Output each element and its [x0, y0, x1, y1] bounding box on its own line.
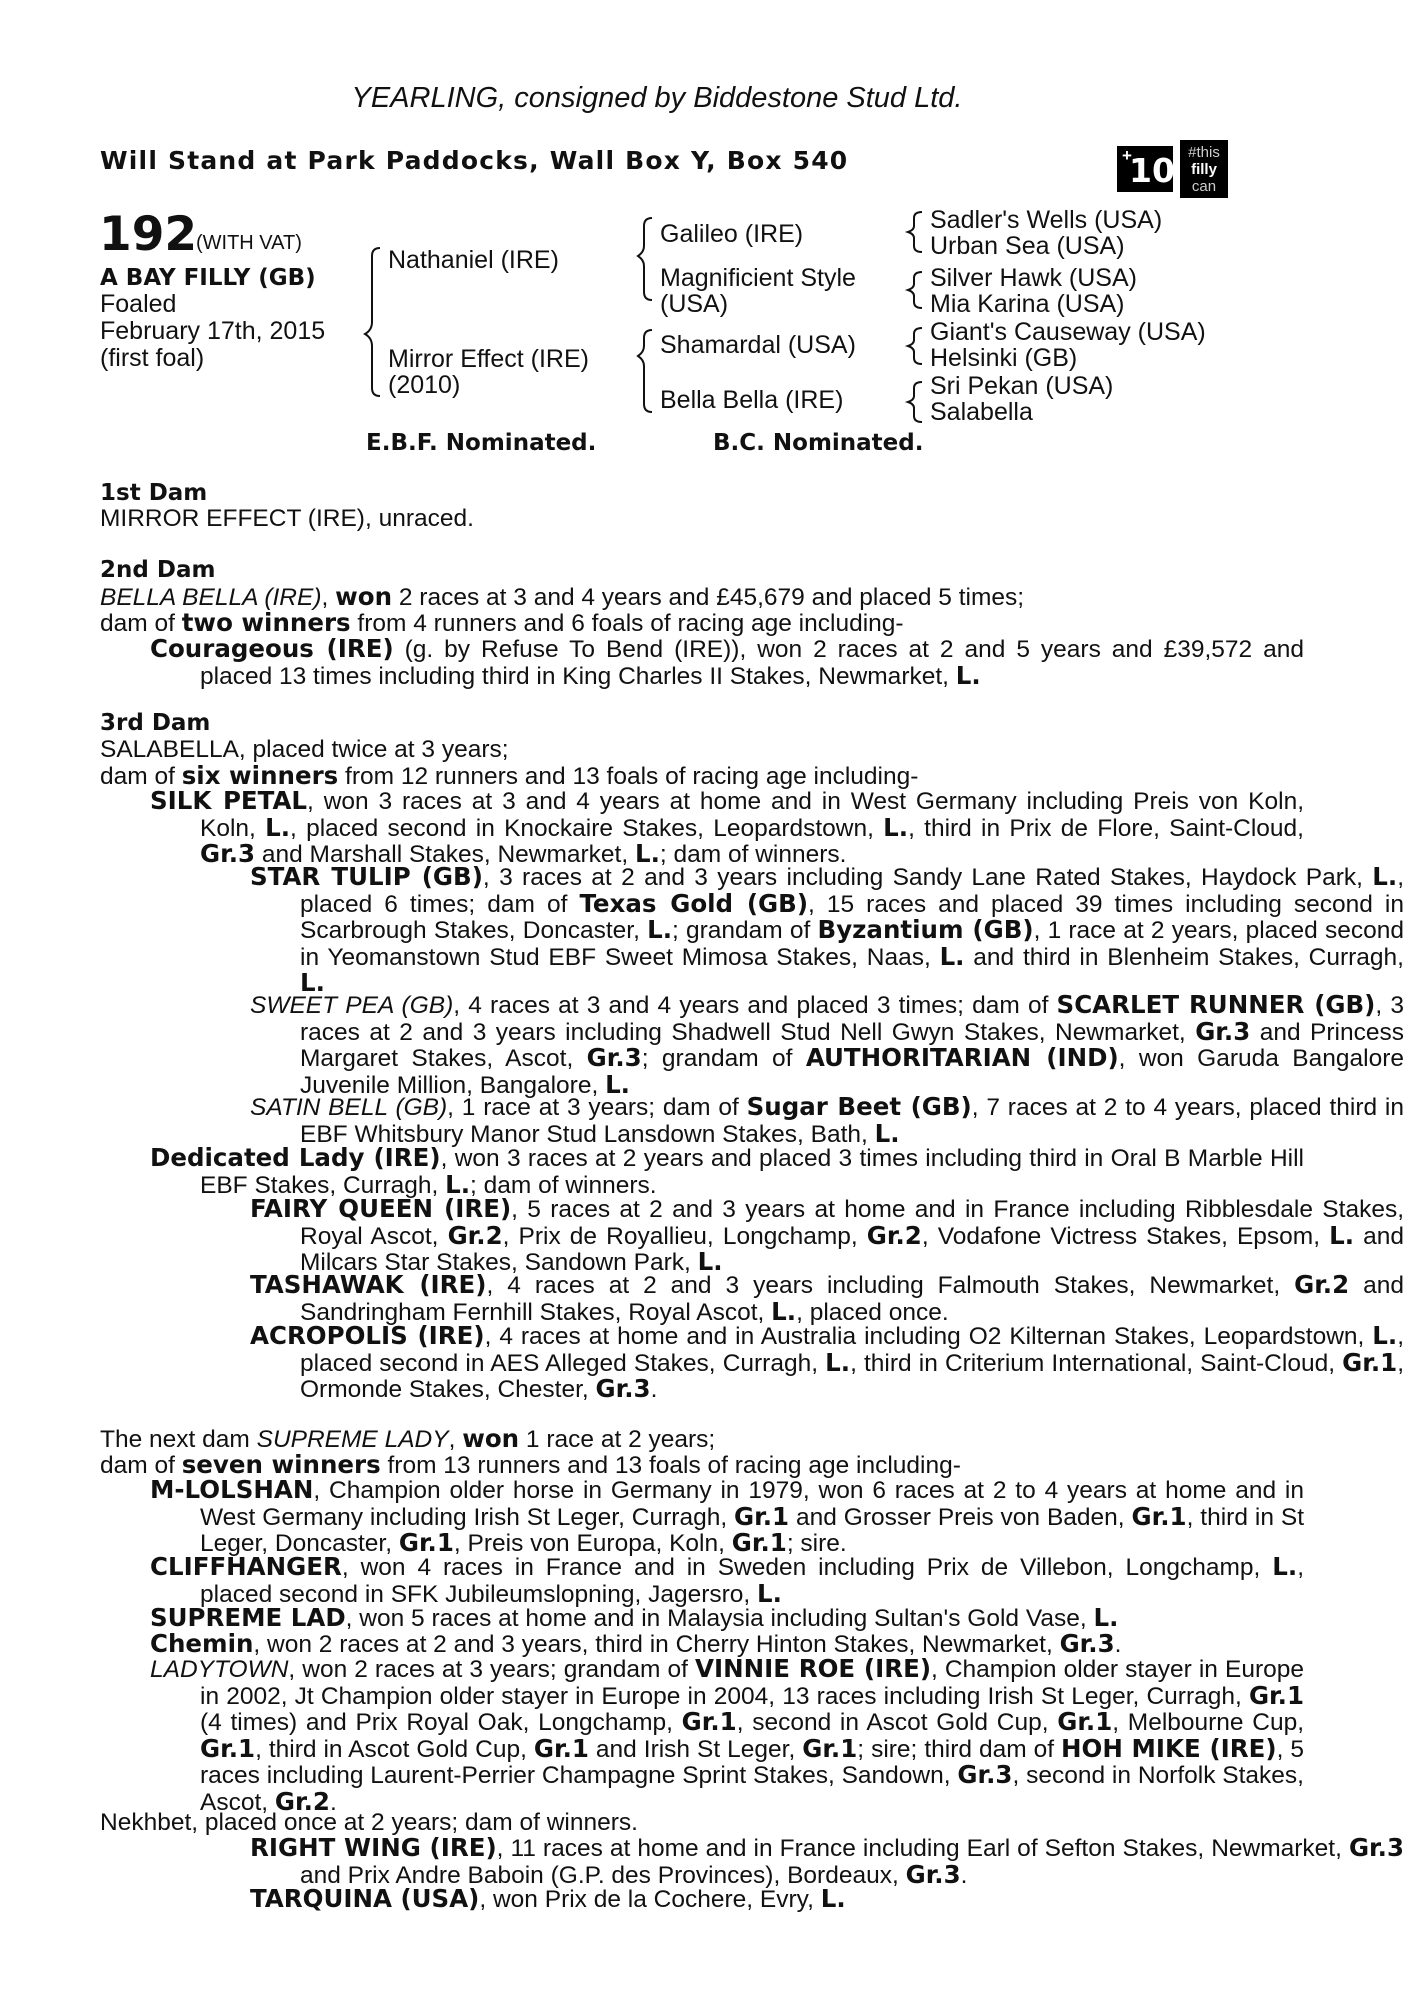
ancestor-8: Salabella — [930, 398, 1033, 426]
produce-cliffhanger: CLIFFHANGER, won 4 races in France and in Sweden including Prix de Villebon, Longchamp, L., placed second in SFK Jubileumslopning, Jagersro, L. — [150, 1552, 1304, 1608]
ancestor-4: Mia Karina (USA) — [930, 290, 1125, 318]
produce-satin-bell: SATIN BELL (GB), 1 race at 3 years; dam of Sugar Beet (GB), 7 races at 2 to 4 years, placed third in EBF Whitsbury Manor Stud Lansdown Stakes, Bath, L. — [250, 1092, 1404, 1148]
first-dam-heading: 1st Dam — [100, 480, 208, 506]
foaled-date: February 17th, 2015 — [100, 317, 326, 345]
sire-dam-name: Magnificient Style — [660, 264, 856, 292]
dam-name: Mirror Effect (IRE) — [388, 345, 589, 373]
produce-acropolis: ACROPOLIS (IRE), 4 races at home and in Australia including O2 Kilternan Stakes, Leopardstown, L., placed second in AES Alleged Stakes, Curragh, L., third in Criterium International, Saint-Cloud, Gr.1, Ormonde Stakes, Chester, Gr.3. — [250, 1321, 1404, 1404]
sire: Nathaniel (IRE) — [388, 246, 559, 274]
third-dam-line-2: dam of six winners from 12 runners and 13 foals of racing age including- — [100, 761, 919, 790]
ancestor-7: Sri Pekan (USA) — [930, 372, 1114, 400]
bc-nomination: B.C. Nominated. — [713, 430, 924, 456]
lot-number: 192 — [99, 207, 198, 262]
ten-numeral: 10 — [1129, 151, 1175, 190]
produce-tarquina: TARQUINA (USA), won Prix de la Cochere, Evry, L. — [250, 1884, 846, 1913]
foaled-label: Foaled — [100, 290, 177, 318]
dam-dam: Bella Bella (IRE) — [660, 386, 844, 414]
sire-sire: Galileo (IRE) — [660, 220, 804, 248]
produce-ladytown: LADYTOWN, won 2 races at 3 years; grandam of VINNIE ROE (IRE), Champion older stayer in Europe in 2002, Jt Champion older stayer in Europe in 2004, 13 races including Irish St Leger, Curragh, Gr.1 (4 times) and Prix Royal Oak, Longchamp, Gr.1, second in Ascot Gold Cup, Gr.1, Melbourne Cup, Gr.1, third in Ascot Gold Cup, Gr.1 and Irish St Leger, Gr.1; sire; third dam of HOH MIKE (IRE), 5 races including Laurent-Perrier Champagne Sprint Stakes, Sandown, Gr.3, second in Norfolk Stakes, Ascot, Gr.2. — [150, 1654, 1304, 1816]
badge-line-2: filly — [1191, 161, 1217, 178]
dam-year: (2010) — [388, 371, 461, 399]
produce-star-tulip: STAR TULIP (GB), 3 races at 2 and 3 years including Sandy Lane Rated Stakes, Haydock Park, L., placed 6 times; dam of Texas Gold (GB), 15 races and placed 39 times including second in Scarbrough Stakes, Doncaster, L.; grandam of Byzantium (GB), 1 race at 2 years, placed second in Yeomanstown Stud EBF Sweet Mimosa Stakes, Naas, L. and third in Blenheim Stakes, Curragh, L. — [250, 862, 1404, 998]
consignor-line: YEARLING, consigned by Biddestone Stud Ltd. — [351, 82, 963, 114]
nekhbet-line: Nekhbet, placed once at 2 years; dam of winners. — [100, 1809, 638, 1836]
produce-silk-petal: SILK PETAL, won 3 races at 3 and 4 years at home and in West Germany including Preis von Koln, Koln, L., placed second in Knockaire Stakes, Leopardstown, L., third in Prix de Flore, Saint-Cloud, Gr.3 and Marshall Stakes, Newmarket, L.; dam of winners. — [150, 786, 1305, 869]
ebf-nomination: E.B.F. Nominated. — [366, 430, 597, 456]
second-dam-heading: 2nd Dam — [100, 557, 216, 583]
produce-fairy-queen: FAIRY QUEEN (IRE), 5 races at 2 and 3 years at home and in France including Ribblesdale Stakes, Royal Ascot, Gr.2, Prix de Royallieu, Longchamp, Gr.2, Vodafone Victress Stakes, Epsom, L. and Milcars Star Stakes, Sandown Park, L. — [250, 1194, 1404, 1277]
produce-chemin: Chemin, won 2 races at 2 and 3 years, third in Cherry Hinton Stakes, Newmarket, Gr.3. — [150, 1629, 1122, 1658]
badge-line-1: #this — [1188, 144, 1220, 161]
ancestor-3: Silver Hawk (USA) — [930, 264, 1137, 292]
produce-supreme-lad: SUPREME LAD, won 5 races at home and in Malaysia including Sultan's Gold Vase, L. — [150, 1603, 1119, 1632]
stand-location: Will Stand at Park Paddocks, Wall Box Y, Box 540 — [100, 146, 849, 175]
badge-line-3: can — [1191, 178, 1217, 195]
produce-dedicated-lady: Dedicated Lady (IRE), won 3 races at 2 years and placed 3 times including third in Oral B Marble Hill EBF Stakes, Curragh, L.; dam of winners. — [150, 1143, 1304, 1199]
produce-right-wing: RIGHT WING (IRE), 11 races at home and in France including Earl of Sefton Stakes, Newmarket, Gr.3 and Prix Andre Baboin (G.P. des Provinces), Bordeaux, Gr.3. — [250, 1833, 1404, 1889]
produce-tashawak: TASHAWAK (IRE), 4 races at 2 and 3 years including Falmouth Stakes, Newmarket, Gr.2 and Sandringham Fernhill Stakes, Royal Ascot, L., placed once. — [250, 1270, 1404, 1326]
third-dam-line-1: SALABELLA, placed twice at 3 years; — [100, 736, 509, 763]
third-dam-heading: 3rd Dam — [100, 710, 211, 736]
second-dam-line-2: dam of two winners from 4 runners and 6 foals of racing age including- — [100, 608, 904, 637]
sire-dam-country: (USA) — [660, 290, 729, 318]
produce-m-lolshan: M-LOLSHAN, Champion older horse in Germany in 1979, won 6 races at 2 to 4 years at home and in West Germany including Irish St Leger, Curragh, Gr.1 and Grosser Preis von Baden, Gr.1, third in St Leger, Doncaster, Gr.1, Preis von Europa, Koln, Gr.1; sire. — [150, 1475, 1304, 1558]
second-dam-line-1: BELLA BELLA (IRE), won 2 races at 3 and 4 years and £45,679 and placed 5 times; — [100, 582, 1025, 611]
ancestor-1: Sadler's Wells (USA) — [930, 206, 1163, 234]
next-dam-line-2: dam of seven winners from 13 runners and 13 foals of racing age including- — [100, 1450, 961, 1479]
first-dam-text: MIRROR EFFECT (IRE), unraced. — [100, 505, 474, 532]
ancestor-6: Helsinki (GB) — [930, 344, 1078, 372]
vat-note: (WITH VAT) — [196, 232, 302, 254]
ancestor-5: Giant's Causeway (USA) — [930, 318, 1206, 346]
dam-sire: Shamardal (USA) — [660, 331, 856, 359]
ancestor-2: Urban Sea (USA) — [930, 232, 1125, 260]
next-dam-line-1: The next dam SUPREME LADY, won 1 race at 2 years; — [100, 1424, 716, 1453]
produce-courageous: Courageous (IRE) (g. by Refuse To Bend (IRE)), won 2 races at 2 and 5 years and £39,572 and placed 13 times including third in King Charles II Stakes, Newmarket, L. — [150, 634, 1304, 690]
plus-sign: + — [1122, 146, 1132, 165]
lot-description: A BAY FILLY (GB) — [100, 265, 316, 291]
foal-note: (first foal) — [100, 344, 205, 372]
produce-sweet-pea: SWEET PEA (GB), 4 races at 3 and 4 years and placed 3 times; dam of SCARLET RUNNER (GB), 3 races at 2 and 3 years including Shadwell Stud Nell Gwyn Stakes, Newmarket, Gr.3 and Princess Margaret Stakes, Ascot, Gr.3; grandam of AUTHORITARIAN (IND), won Garuda Bangalore Juvenile Million, Bangalore, L. — [250, 990, 1404, 1099]
